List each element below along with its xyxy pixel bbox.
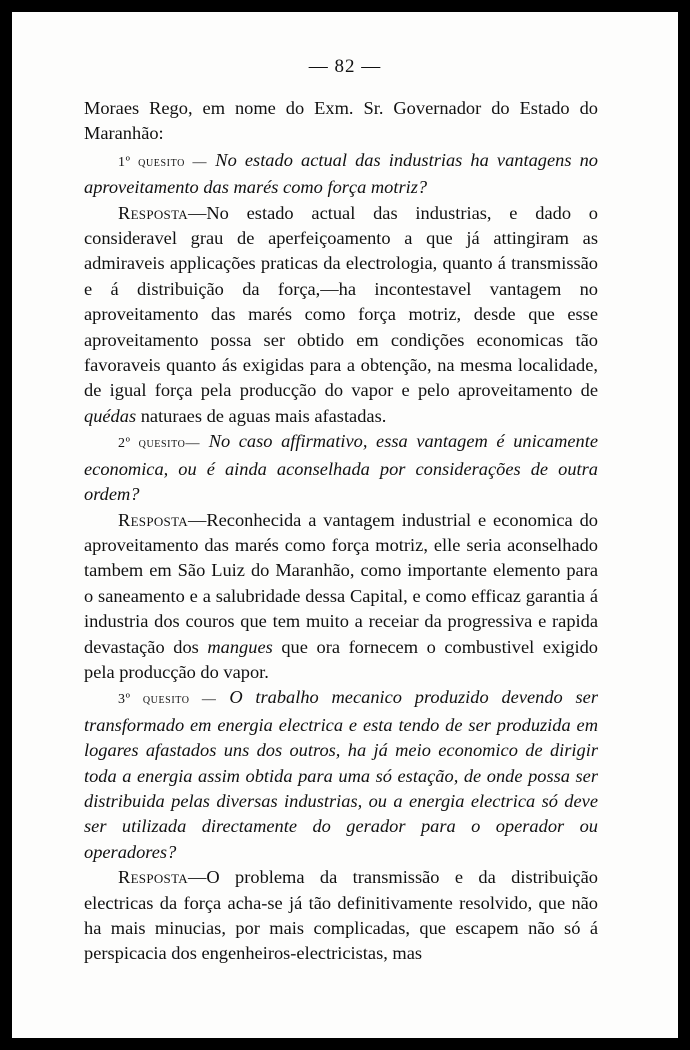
- answer-1-italic-word: quédas: [84, 405, 137, 426]
- answer-3-text: —O problema da transmissão e da distribuição electricas da força acha-se já tão definitivamente resolvido, que não ha mais minucias, por mais complicadas, que escapem não só á perspicacia dos engenheiros-electricistas, mas: [84, 867, 598, 964]
- answer-3: [84, 865, 598, 967]
- page-body: [84, 96, 598, 967]
- question-2-label: 2º quesito—: [118, 436, 201, 452]
- answer-1-text: —No estado actual das industrias, e dado o consideravel grau de aperfeiçoamento a que já attingiram as admiraveis applicações praticas da electrologia, quanto á transmissão e á distribuição da força,—ha incontestavel vantagem no aproveitamento das marés como força motriz, desde que esse aproveitamento possa ser obtido em condições economicas tão favoraveis quanto ás exigidas para a obtenção, na mesma localidade, de igual força pela producção do vapor e pelo aproveitamento de: [84, 202, 598, 401]
- question-3-label: 3º quesito —: [118, 692, 217, 708]
- answer-1: [84, 201, 598, 430]
- answer-2: [84, 508, 598, 686]
- page-number: — 82 —: [308, 56, 382, 77]
- answer-2-label: Resposta: [118, 509, 188, 530]
- answer-2-text-end: que ora fornecem o combustivel exigido pela producção do vapor.: [84, 636, 598, 682]
- intro-paragraph: Moraes Rego, em nome do Exm. Sr. Governador do Estado do Maranhão:: [84, 98, 598, 144]
- question-1: [84, 148, 598, 201]
- book-page: [12, 12, 678, 1038]
- question-1-label: 1º quesito —: [118, 154, 208, 170]
- question-1-text: No estado actual das industrias ha vantagens no aproveitamento das marés como força motriz?: [84, 149, 599, 198]
- answer-1-text-end: naturaes de aguas mais afastadas.: [136, 405, 387, 426]
- question-3: [84, 685, 598, 865]
- question-3-text: O trabalho mecanico produzido devendo ser transformado em energia electrica e esta tendo de ser produzida em logares afastados uns dos outros, ha já meio economico de dirigir toda a energia assim obtida para uma só estação, de onde possa ser distribuida pelas diversas industrias, ou a energia electrica só deve ser utilizada directamente do gerador para o operador ou operadores?: [84, 687, 598, 862]
- answer-2-text: —Reconhecida a vantagem industrial e economica do aproveitamento das marés como força motriz, elle seria aconselhado tambem em São Luiz do Maranhão, como importante elemento para o saneamento e a salubridade dessa Capital, e como efficaz garantia á industria dos couros que tem muito a receiar da progressiva e rapida devastação dos: [84, 509, 598, 657]
- answer-2-italic-word: mangues: [207, 636, 273, 657]
- answer-1-label: Resposta: [118, 202, 188, 223]
- question-2-text: No caso affirmativo, essa vantagem é unicamente economica, ou é ainda aconselhada por considerações de outra ordem?: [84, 431, 598, 505]
- question-2: [84, 429, 598, 507]
- answer-3-label: Resposta: [118, 867, 188, 888]
